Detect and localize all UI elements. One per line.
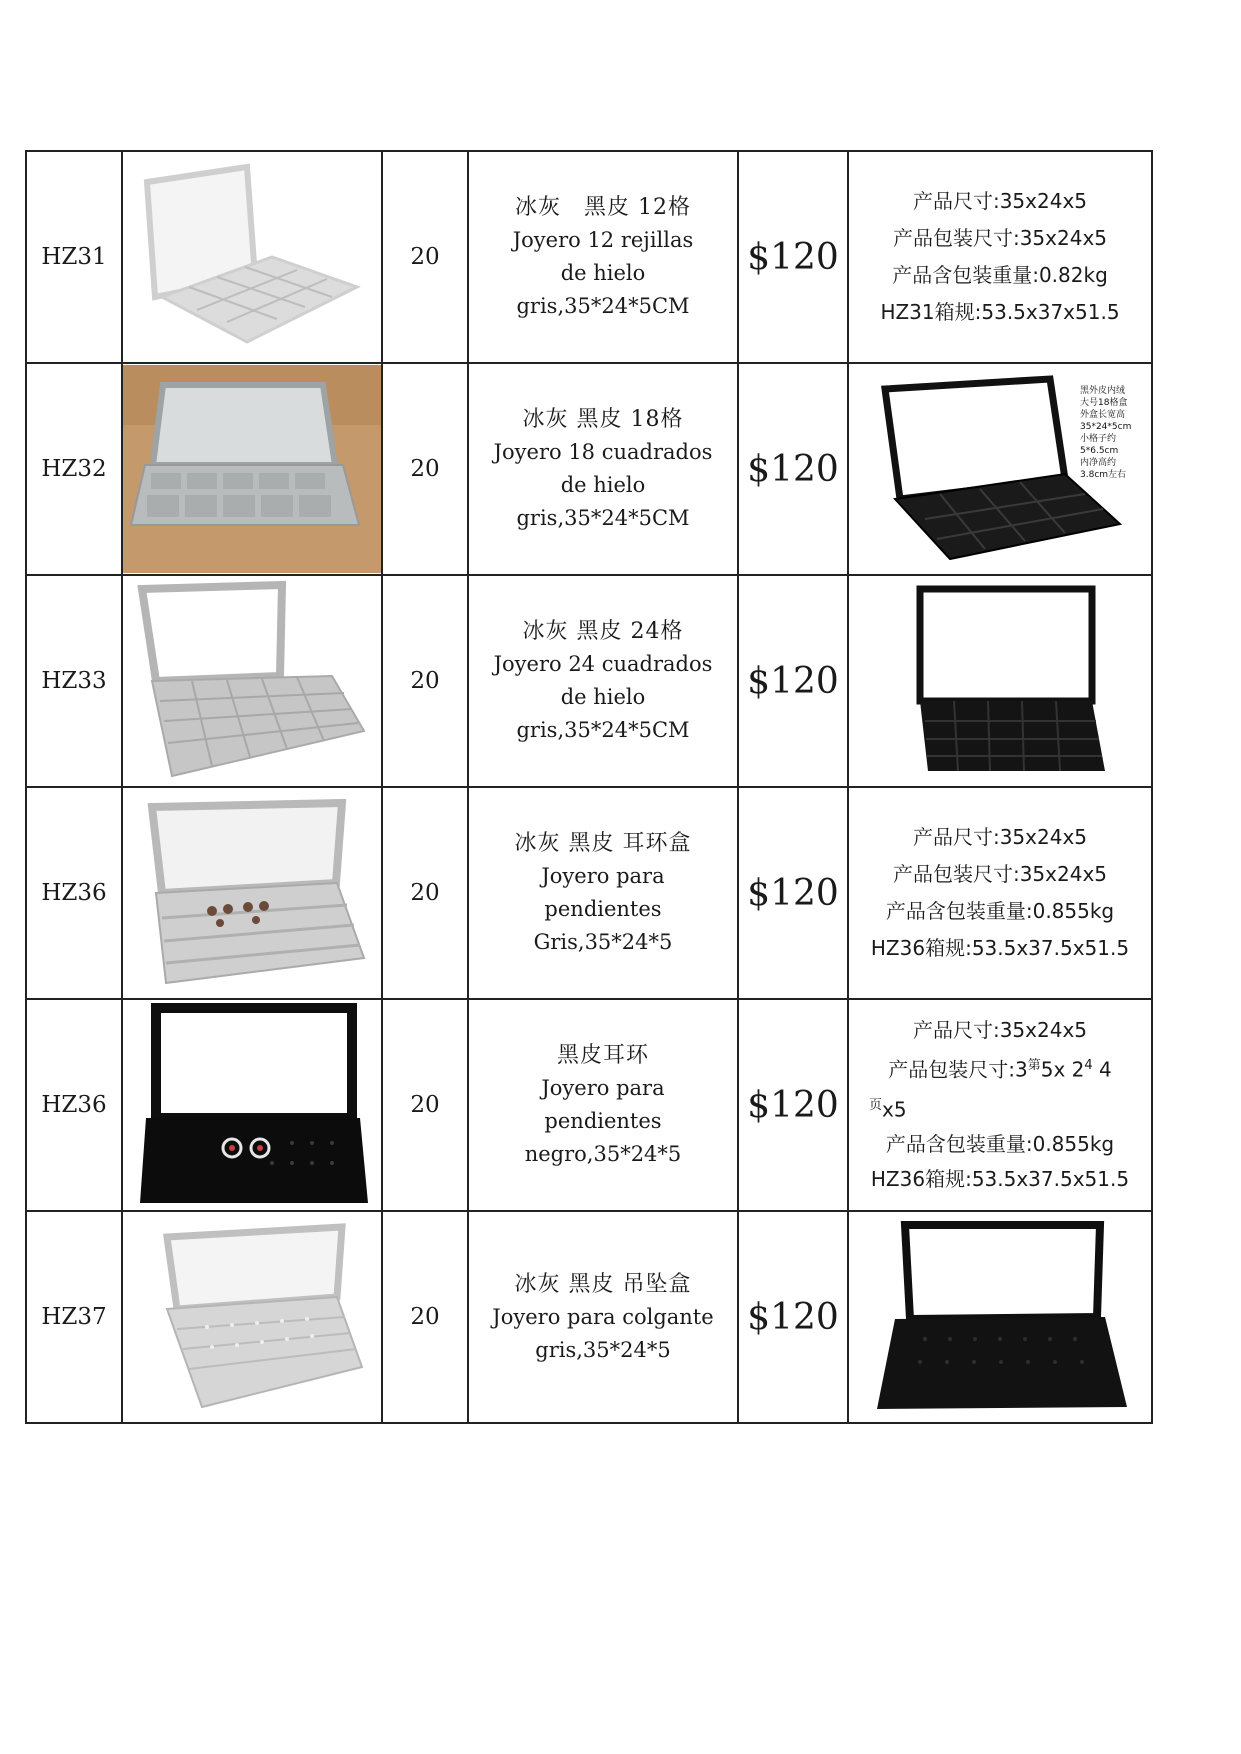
description <box>468 787 738 999</box>
black-tray-24-grid-image <box>890 581 1110 781</box>
grey-tray-24-grid-image <box>132 581 372 781</box>
product-image <box>122 1211 382 1423</box>
spec-note-line: 黑外皮内绒 <box>1080 386 1126 396</box>
spec-cell <box>848 787 1152 999</box>
spec-note-line: 外盒长宽高 <box>1080 410 1126 420</box>
description <box>468 151 738 363</box>
description-es: Joyero 12 rejillas <box>512 228 694 252</box>
product-code: HZ36 <box>26 999 122 1211</box>
spec-line: 产品包装尺寸:35x24x5 <box>892 862 1108 886</box>
quantity: 20 <box>382 999 468 1211</box>
spec-line: 产品尺寸:35x24x5 <box>912 189 1088 213</box>
price: $120 <box>738 151 848 363</box>
spec-superscript: 4 <box>1084 1057 1093 1073</box>
table-row <box>26 363 1152 575</box>
description-es: pendientes <box>544 1109 662 1133</box>
spec-line <box>849 1088 1151 1128</box>
spec-fragment: 产品包装尺寸:3 <box>888 1057 1028 1082</box>
spec-line: HZ31箱规:53.5x37x51.5 <box>880 300 1120 324</box>
spec-cell <box>848 151 1152 363</box>
description-es: Joyero 18 cuadrados <box>493 440 713 464</box>
product-image <box>122 575 382 787</box>
spec-note-line: 3.8cm左右 <box>1080 470 1127 480</box>
description-size: gris,35*24*5CM <box>516 718 690 742</box>
description-cn: 冰灰 黑皮 耳环盒 <box>514 831 692 856</box>
spec-line: 产品尺寸:35x24x5 <box>912 1017 1088 1042</box>
description-size: gris,35*24*5CM <box>516 294 690 318</box>
description-es: Joyero para <box>541 1076 665 1100</box>
quantity: 20 <box>382 363 468 575</box>
spec-fragment: x5 <box>882 1097 907 1122</box>
description-es: de hielo <box>560 261 646 285</box>
description <box>468 1211 738 1423</box>
black-earring-tray-image <box>132 1003 372 1208</box>
product-code: HZ31 <box>26 151 122 363</box>
spec-line: 产品尺寸:35x24x5 <box>912 825 1088 849</box>
spec-note-line: 小格子约 <box>1080 434 1117 444</box>
spec-image <box>848 575 1152 787</box>
product-table <box>25 150 1153 1424</box>
grey-pendant-tray-image <box>137 1217 367 1417</box>
spec-cell <box>848 999 1152 1211</box>
price: $120 <box>738 575 848 787</box>
description-cn: 冰灰 黑皮 吊坠盒 <box>514 1271 692 1297</box>
spec-fragment: 4 <box>1092 1057 1112 1082</box>
product-code: HZ32 <box>26 363 122 575</box>
spec-superscript: 页 <box>869 1097 883 1113</box>
spec-line <box>849 1048 1151 1088</box>
description-cn: 黑皮耳环 <box>556 1043 649 1068</box>
spec-note-line: 5*6.5cm <box>1080 446 1119 456</box>
description <box>468 363 738 575</box>
grey-tray-18-grid-image <box>123 365 381 573</box>
product-code: HZ36 <box>26 787 122 999</box>
spec-line: HZ36箱规:53.5x37.5x51.5 <box>870 1167 1130 1192</box>
quantity: 20 <box>382 787 468 999</box>
description <box>468 999 738 1211</box>
spec-image <box>848 1211 1152 1423</box>
product-image <box>122 999 382 1211</box>
black-tray-18-grid-image <box>855 369 1145 569</box>
spec-line: 产品含包装重量:0.855kg <box>885 899 1115 923</box>
product-code: HZ37 <box>26 1211 122 1423</box>
description-es: de hielo <box>560 685 646 709</box>
product-image <box>122 151 382 363</box>
description-size: Gris,35*24*5 <box>533 930 673 954</box>
description-size: gris,35*24*5CM <box>516 506 690 530</box>
spec-fragment: 5x 2 <box>1040 1057 1085 1082</box>
table-row <box>26 151 1152 363</box>
table-row <box>26 1211 1152 1423</box>
spec-superscript: 第 <box>1027 1057 1041 1073</box>
price: $120 <box>738 1211 848 1423</box>
description-es: Joyero 24 cuadrados <box>493 652 713 676</box>
table-row <box>26 999 1152 1211</box>
grey-earring-tray-image <box>132 793 372 993</box>
description-cn: 冰灰 黑皮 12格 <box>515 195 691 220</box>
description-size: gris,35*24*5 <box>535 1337 671 1362</box>
description-size: negro,35*24*5 <box>524 1142 682 1166</box>
description-cn: 冰灰 黑皮 18格 <box>522 407 684 432</box>
product-image <box>122 787 382 999</box>
table-row <box>26 787 1152 999</box>
table-row <box>26 575 1152 787</box>
spec-line: 产品含包装重量:0.82kg <box>892 263 1108 287</box>
description-es: de hielo <box>560 473 646 497</box>
quantity: 20 <box>382 575 468 787</box>
grey-tray-12-grid-image <box>137 157 367 357</box>
description <box>468 575 738 787</box>
description-es: Joyero para colgante <box>492 1304 714 1329</box>
spec-note-line: 35*24*5cm <box>1080 422 1132 432</box>
spec-line: HZ36箱规:53.5x37.5x51.5 <box>870 936 1130 960</box>
price: $120 <box>738 999 848 1211</box>
spec-note-line: 大号18格盒 <box>1080 398 1128 408</box>
price: $120 <box>738 787 848 999</box>
product-image <box>122 363 382 575</box>
spec-note-line: 内净高约 <box>1080 458 1117 468</box>
description-es: pendientes <box>544 897 662 921</box>
quantity: 20 <box>382 151 468 363</box>
price: $120 <box>738 363 848 575</box>
spec-line: 产品含包装重量:0.855kg <box>885 1132 1115 1157</box>
quantity: 20 <box>382 1211 468 1423</box>
spec-image <box>848 363 1152 575</box>
description-es: Joyero para <box>541 864 665 888</box>
product-code: HZ33 <box>26 575 122 787</box>
spec-line: 产品包装尺寸:35x24x5 <box>892 226 1108 250</box>
description-cn: 冰灰 黑皮 24格 <box>522 619 684 644</box>
black-pendant-tray-image <box>865 1217 1135 1417</box>
